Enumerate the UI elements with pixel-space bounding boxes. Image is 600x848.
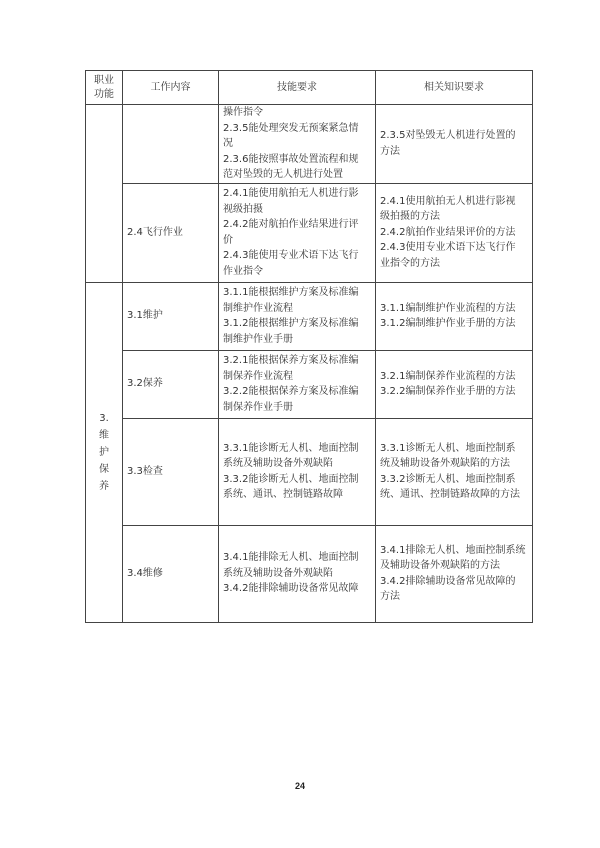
knowledge-line: 统、通讯、控制链路故障的方法 [380,489,520,500]
function-char: 养 [99,480,109,492]
header-knowledge: 相关知识要求 [376,71,533,105]
function-char: 护 [99,446,109,458]
skill-cell [219,183,376,282]
function-cell-3 [86,282,123,622]
table-row [86,105,533,184]
skill-line: 系统及辅助设备外观缺陷 [223,567,333,579]
table-row [86,183,533,282]
skill-line: 系统、通讯、控制链路故障 [223,489,343,500]
skill-cell [219,350,376,418]
work-cell: 3.3检查 [123,418,219,525]
table-row [86,525,533,622]
knowledge-line: 2.4.1使用航拍无人机进行影视 [380,195,516,207]
skill-line: 3.1.2能根据维护方案及标准编 [223,318,359,329]
knowledge-line: 方法 [380,145,400,157]
knowledge-line: 3.2.2编制保养作业手册的方法 [380,386,516,397]
knowledge-line: 及辅助设备外观缺陷的方法 [380,560,500,571]
knowledge-line: 3.1.1编制维护作业流程的方法 [380,302,516,314]
header-skill: 技能要求 [219,71,376,105]
skill-line: 况 [223,138,233,149]
knowledge-line: 2.3.5对坠毁无人机进行处置的 [380,130,516,142]
skill-line: 制维护作业手册 [223,333,293,345]
skill-line: 作业指令 [223,265,263,277]
header-work: 工作内容 [123,71,219,105]
skill-line: 2.4.2能对航拍作业结果进行评 [223,219,359,230]
knowledge-line: 3.3.1诊断无人机、地面控制系 [380,442,516,454]
knowledge-cell [376,525,533,622]
knowledge-line: 方法 [380,591,400,602]
skill-line: 范对坠毁的无人机进行处置 [223,169,343,180]
skill-line: 视级拍摄 [223,203,263,215]
function-char: 维 [99,429,109,441]
knowledge-line: 2.4.3使用专业术语下达飞行作 [380,242,516,254]
skill-line: 3.2.1能根据保养方案及标准编 [223,355,359,366]
header-function-line1: 职业 [94,74,114,86]
skill-cell [219,525,376,622]
function-char: 保 [99,463,109,475]
skill-line: 2.3.5能处理突发无预案紧急情 [223,122,359,134]
skill-line: 2.4.3能使用专业术语下达飞行 [223,250,359,261]
work-cell: 3.1维护 [123,282,219,350]
skill-line: 3.1.1能根据维护方案及标准编 [223,287,359,298]
function-char: 3. [99,412,109,424]
work-cell: 3.4维修 [123,525,219,622]
knowledge-line: 2.4.2航拍作业结果评价的方法 [380,226,516,238]
knowledge-cell [376,418,533,525]
skill-line: 价 [223,234,233,246]
knowledge-line: 级拍摄的方法 [380,211,440,223]
skill-line: 3.4.1能排除无人机、地面控制 [223,552,359,564]
knowledge-cell [376,183,533,282]
page-number: 24 [294,781,305,791]
knowledge-line: 3.4.2排除辅助设备常见故障的 [380,575,516,587]
knowledge-cell [376,282,533,350]
header-function [86,71,123,105]
knowledge-line: 统及辅助设备外观缺陷的方法 [380,458,510,469]
skill-cell [219,282,376,350]
knowledge-line: 业指令的方法 [380,257,440,269]
skill-line: 3.4.2能排除辅助设备常见故障 [223,583,359,595]
knowledge-line: 3.4.1排除无人机、地面控制系统 [380,544,526,556]
skill-line: 2.3.6能按照事故处置流程和规 [223,153,359,165]
skill-line: 操作指令 [223,107,263,118]
skill-cell [219,418,376,525]
work-cell: 2.4飞行作业 [123,183,219,282]
skill-line: 制保养作业流程 [223,370,293,382]
work-cell: 3.2保养 [123,350,219,418]
work-cell [123,105,219,184]
knowledge-line: 3.3.2诊断无人机、地面控制系 [380,473,516,485]
table-row [86,350,533,418]
knowledge-line: 3.1.2编制维护作业手册的方法 [380,318,516,329]
knowledge-line: 3.2.1编制保养作业流程的方法 [380,370,516,382]
skill-line: 2.4.1能使用航拍无人机进行影 [223,188,359,199]
table-row [86,282,533,350]
skill-line: 系统及辅助设备外观缺陷 [223,458,333,469]
skill-line: 3.2.2能根据保养方案及标准编 [223,386,359,397]
skill-line: 制维护作业流程 [223,302,293,314]
table-row [86,418,533,525]
function-cell-2 [86,105,123,283]
skill-cell [219,105,376,184]
skill-line: 3.3.1能诊断无人机、地面控制 [223,442,359,454]
header-row [86,71,533,105]
competency-table [85,70,533,623]
knowledge-cell [376,350,533,418]
header-function-line2: 功能 [94,88,114,100]
skill-line: 3.3.2能诊断无人机、地面控制 [223,473,359,485]
skill-line: 制保养作业手册 [223,401,293,413]
knowledge-cell [376,105,533,184]
